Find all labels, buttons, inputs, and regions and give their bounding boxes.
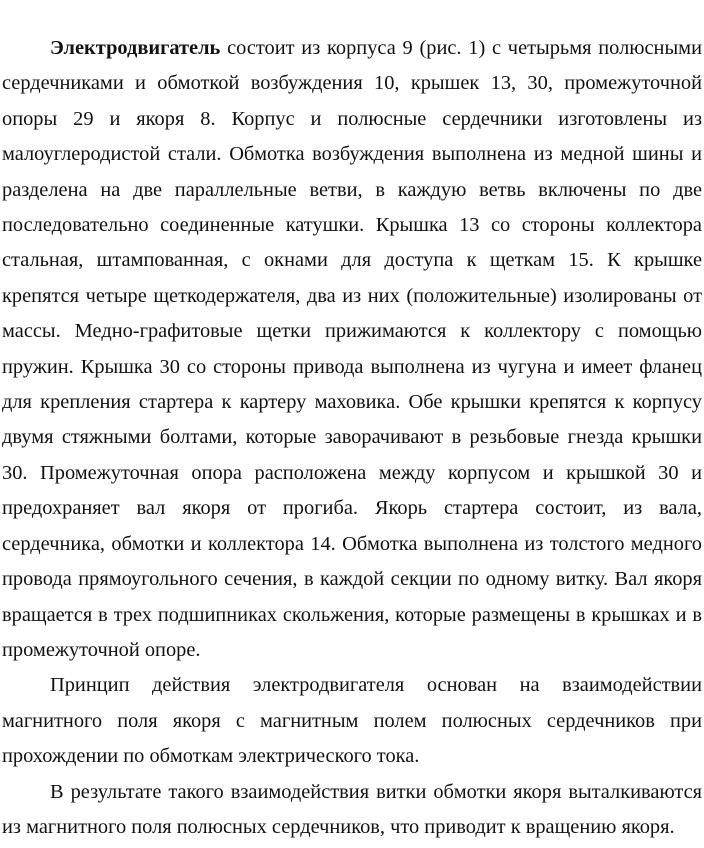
- paragraph-interaction-result: В результате такого взаимодействия витки обмотки якоря выталкиваются из магнитного поля полюсных сердечников, что приводит к вращению якоря.: [2, 780, 702, 838]
- paragraph-operating-principle: Принцип действия электродвигателя основан на взаимодействии магнитного поля якоря с магнитным полем полюсных сердечников при прохождении по обмоткам электрического тока.: [2, 674, 702, 768]
- term-electric-motor: Электродвигатель: [50, 37, 221, 59]
- paragraph-motor-construction-text: состоит из корпуса 9 (рис. 1) с четырьмя полюсными сердечниками и обмоткой возбуждения 10, крышек 13, 30, промежуточной опоры 29 и якоря 8. Корпус и полюсные сердечники изготовлены из малоуглеродистой стали. Обмотка возбуждения выполнена из медной шины и разделена на две параллельные ветви, в каждую ветвь включены по две последовательно соединенные катушки. Крышка 13 со стороны коллектора стальная, штампованная, с окнами для доступа к щеткам 15. К крышке крепятся четыре щеткодержателя, два из них (положительные) изолированы от массы. Медно-графитовые щетки прижимаются к коллектору с помощью пружин. Крышка 30 со стороны привода выполнена из чугуна и имеет фланец для крепления стартера к картеру маховика. Обе крышки крепятся к корпусу двумя стяжными болтами, которые заворачивают в резьбовые гнезда крышки 30. Промежуточная опора расположена между корпусом и крышкой 30 и предохраняет вал якоря от прогиба. Якорь стартера состоит, из вала, сердечника, обмотки и коллектора 14. Обмотка выполнена из толстого медного провода прямоугольного сечения, в каждой секции по одному витку. Вал якоря вращается в трех подшипниках скольжения, которые размещены в крышках и в промежуточной опоре.: [2, 37, 702, 661]
- paragraph-motor-construction: [0, 31, 704, 668]
